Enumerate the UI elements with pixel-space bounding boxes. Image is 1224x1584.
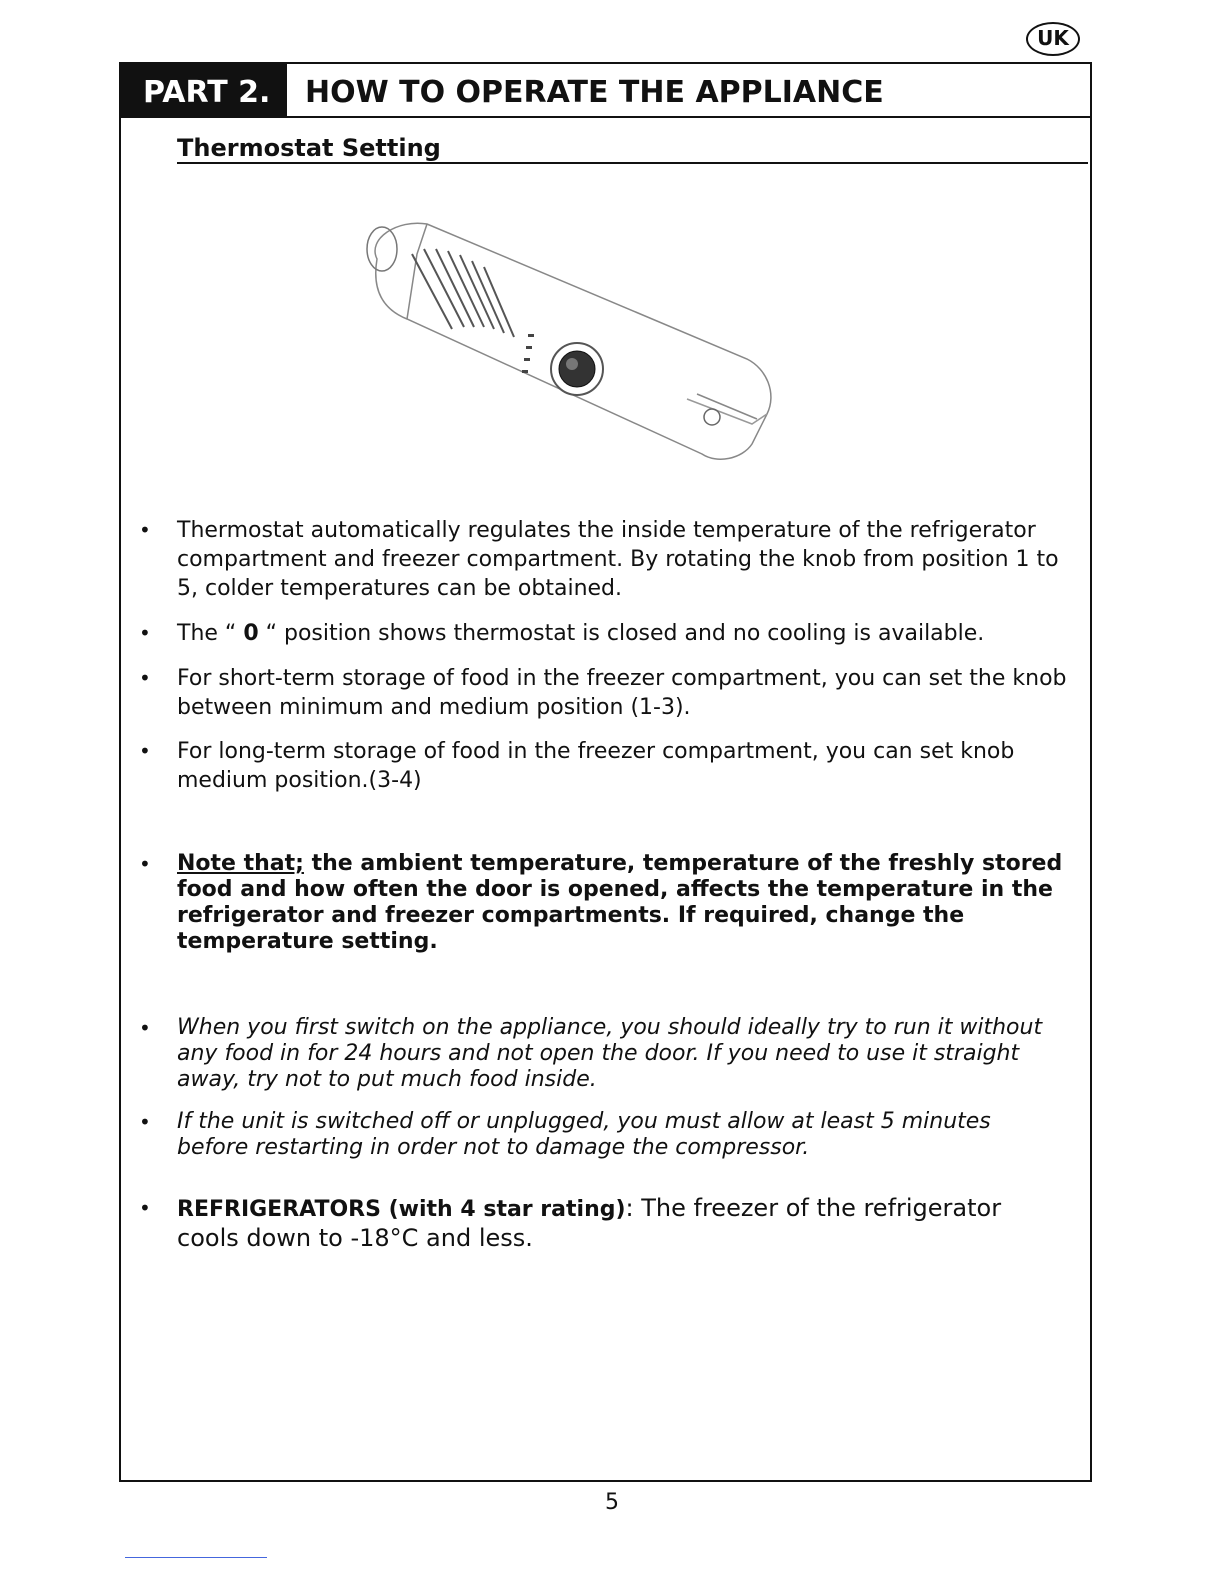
auto-regulate-text: Thermostat automatically regulates the inside temperature of the refrigerator compartment and freezer compartment. By rotating the knob from position 1 to 5, colder temperatures can be obtained. [177, 518, 1059, 601]
list-item-zero-position [139, 619, 1067, 648]
list-item-note [139, 851, 1067, 955]
note-text: the ambient temperature, temperature of the freshly stored food and how often the door is opened, affects the temperature in the refrigerator and freezer compartments. If required, change the temperature setting. [177, 851, 1063, 954]
unplugged-text: If the unit is switched off or unplugged, you must allow at least 5 minutes before restarting in order not to damage the compressor. [177, 1109, 991, 1160]
zero-post-text: “ position shows thermostat is closed and no cooling is available. [258, 621, 985, 646]
note-label: Note that; [177, 851, 304, 876]
zero-pre-text: The “ [177, 621, 244, 646]
section-heading: Thermostat Setting [177, 130, 1088, 164]
tube-end [367, 227, 397, 271]
footer-line [125, 1557, 267, 1558]
list-item-refrigerators [139, 1194, 1067, 1253]
list-item-unplugged [139, 1109, 1067, 1161]
long-term-text: For long-term storage of food in the freezer compartment, you can set knob medium position.(3-4) [177, 739, 1015, 793]
bullet-icon: • [139, 1016, 151, 1040]
bullet-icon: • [139, 1110, 151, 1134]
country-badge: UK [1026, 22, 1080, 56]
page-number: 5 [605, 1490, 619, 1515]
content-frame [119, 62, 1092, 1482]
bullet-icon: • [139, 666, 151, 690]
list-item-first-switch [139, 1015, 1067, 1093]
part-title: HOW TO OPERATE THE APPLIANCE [287, 64, 1090, 118]
short-term-text: For short-term storage of food in the freezer compartment, you can set the knob between minimum and medium position (1-3). [177, 666, 1067, 720]
bullet-icon: • [139, 852, 151, 876]
list-item-long-term [139, 737, 1067, 795]
list-item-short-term [139, 664, 1067, 722]
bullet-icon: • [139, 739, 151, 763]
thermostat-illustration [357, 209, 777, 469]
bullet-icon: • [139, 1196, 151, 1220]
list-item-auto-regulate [139, 516, 1067, 603]
refrigerators-text: : The freezer of the refrigerator cools down to -18°C and less. [177, 1194, 1002, 1252]
bullet-icon: • [139, 621, 151, 645]
refrigerators-label: REFRIGERATORS (with 4 star rating) [177, 1197, 626, 1222]
part-label: PART 2. [121, 64, 287, 118]
bullet-icon: • [139, 518, 151, 542]
first-switch-text: When you first switch on the appliance, you should ideally try to run it without any food in for 24 hours and not open the door. If you need to use it straight away, try not to put much food inside. [177, 1015, 1043, 1092]
zero-value: 0 [243, 621, 259, 646]
